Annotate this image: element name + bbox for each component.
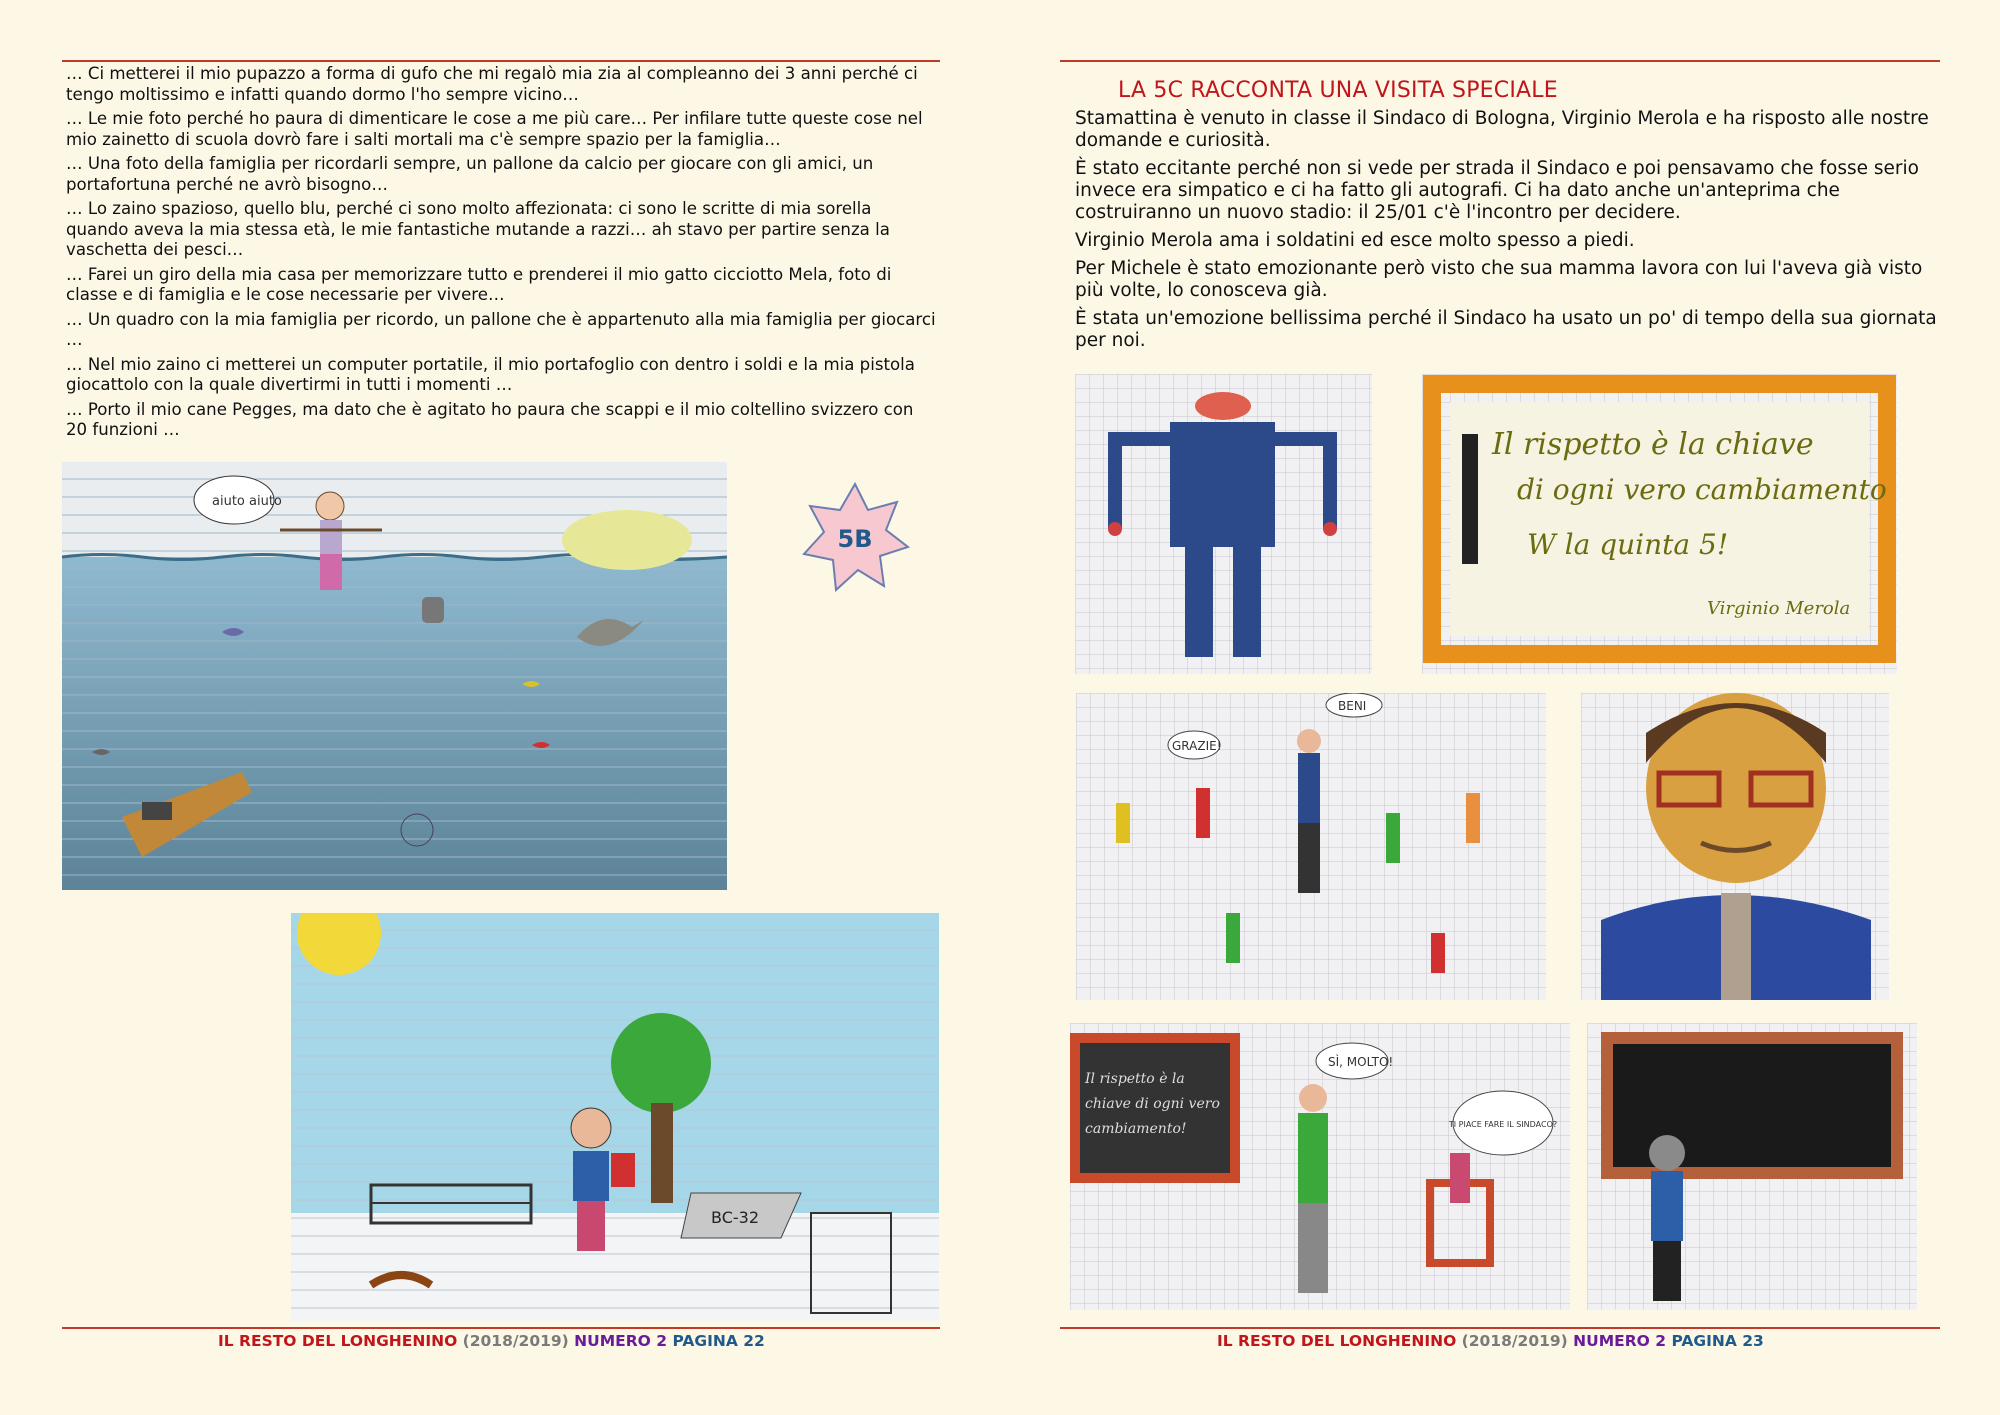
footer-right xyxy=(1217,1332,1764,1350)
bottom-rule-left xyxy=(62,1327,940,1329)
right-paragraph-1: Stamattina è venuto in classe il Sindaco di Bologna, Virginio Merola e ha risposto alle nostre domande e curiosità. xyxy=(1075,108,1929,151)
footer-right-pagina: PAGINA 23 xyxy=(1671,1332,1764,1350)
footer-left xyxy=(218,1332,765,1350)
footer-right-year: (2018/2019) xyxy=(1461,1332,1568,1350)
drawing-park xyxy=(291,913,939,1321)
left-paragraph-8: … Porto il mio cane Pegges, ma dato che è agitato ho paura che scappi e il mio coltellino svizzero con 20 funzioni … xyxy=(66,399,914,439)
footer-left-title: IL RESTO DEL LONGHENINO xyxy=(218,1332,458,1350)
svg-text:Il rispetto è la: Il rispetto è la xyxy=(1085,1071,1185,1087)
svg-text:cambiamento!: cambiamento! xyxy=(1085,1121,1187,1137)
footer-left-year: (2018/2019) xyxy=(462,1332,569,1350)
drawing-park-boat-label: BC-32 xyxy=(711,1208,759,1227)
bubble-beni: BENI xyxy=(1338,699,1367,713)
drawing-children-scene xyxy=(1076,693,1546,1000)
footer-left-numero: NUMERO 2 xyxy=(574,1332,668,1350)
badge-label: 5B xyxy=(837,525,873,553)
left-paragraph-3: … Una foto della famiglia per ricordarli sempre, un pallone da calcio per giocare con gli amici, un portafortuna perché ne avrò bisogno… xyxy=(66,154,874,194)
top-rule-right xyxy=(1060,60,1940,62)
drawing-mayor-portrait xyxy=(1581,693,1889,1000)
footer-right-numero: NUMERO 2 xyxy=(1573,1332,1667,1350)
left-paragraph-6: … Un quadro con la mia famiglia per ricordo, un pallone che è appartenuto alla mia famiglia per giocarci … xyxy=(66,309,936,349)
top-rule-left xyxy=(62,60,940,62)
drawing-sea-bubble: aiuto aiuto xyxy=(212,494,282,509)
right-paragraph-2: È stato eccitante perché non si vede per strada il Sindaco e poi pensavamo che fosse serio invece era simpatico e ci ha fatto gli autografi. Ci ha dato anche un'anteprima che costruiranno un nuovo stadio: il 25/01 c'è l'incontro per decidere. xyxy=(1075,158,1919,223)
footer-left-pagina: PAGINA 22 xyxy=(672,1332,765,1350)
drawing-blackboard xyxy=(1587,1023,1917,1310)
drawing-classroom xyxy=(1070,1023,1570,1310)
footer-right-title: IL RESTO DEL LONGHENINO xyxy=(1217,1332,1457,1350)
left-paragraph-5: … Farei un giro della mia casa per memorizzare tutto e prenderei il mio gatto cicciotto Mela, foto di classe e di famiglia e le cose necessarie per vivere… xyxy=(66,264,892,304)
board-line-3: W la quinta 5! xyxy=(1527,528,1729,561)
left-paragraph-4: … Lo zaino spazioso, quello blu, perché ci sono molto affezionata: ci sono le scritte di mia sorella quando aveva la mia stessa età, le mie fantastiche mutande a razzi… ah stavo per partire senza la vaschetta dei pesci… xyxy=(66,199,890,259)
article-title: LA 5C RACCONTA UNA VISITA SPECIALE xyxy=(1118,78,1558,103)
class-badge-5b xyxy=(800,482,910,592)
drawing-sea xyxy=(62,462,727,890)
left-paragraph-7: … Nel mio zaino ci metterei un computer portatile, il mio portafoglio con dentro i soldi e la mia pistola giocattolo con la quale divertirmi in tutti i momenti … xyxy=(66,354,915,394)
left-paragraph-1: … Ci metterei il mio pupazzo a forma di gufo che mi regalò mia zia al compleanno dei 3 anni perché ci tengo moltissimo e infatti quando dormo l'ho sempre vicino… xyxy=(66,64,918,104)
drawing-mayor-figure xyxy=(1075,374,1372,674)
right-paragraph-5: È stata un'emozione bellissima perché il Sindaco ha usato un po' di tempo della sua giornata per noi. xyxy=(1075,308,1937,351)
board-line-1: Il rispetto è la chiave xyxy=(1492,427,1814,462)
bubble-grazie: GRAZIE! xyxy=(1172,739,1222,753)
left-text-block xyxy=(66,64,936,445)
left-paragraph-2: … Le mie foto perché ho paura di dimenticare le cose a me più care… Per infilare tutte queste cose nel mio zainetto di scuola dovrò fare i salti mortali ma c'è sempre spazio per la famiglia… xyxy=(66,109,923,149)
bubble-si-molto: SÌ, MOLTO! xyxy=(1328,1055,1394,1069)
right-paragraph-4: Per Michele è stato emozionante però visto che sua mamma lavora con lui l'aveva già visto più volte, lo conosceva già. xyxy=(1075,258,1923,301)
page-right xyxy=(1000,0,2000,1415)
board-signature: Virginio Merola xyxy=(1707,598,1851,619)
board-line-2: di ogni vero cambiamento xyxy=(1517,473,1887,506)
right-text-block xyxy=(1075,108,1945,358)
bottom-rule-right xyxy=(1060,1327,1940,1329)
drawing-board-quote xyxy=(1422,374,1897,674)
svg-text:chiave di ogni vero: chiave di ogni vero xyxy=(1085,1096,1220,1112)
right-paragraph-3: Virginio Merola ama i soldatini ed esce molto spesso a piedi. xyxy=(1075,230,1635,251)
bubble-ti-piace: TI PIACE FARE IL SINDACO? xyxy=(1448,1120,1558,1129)
